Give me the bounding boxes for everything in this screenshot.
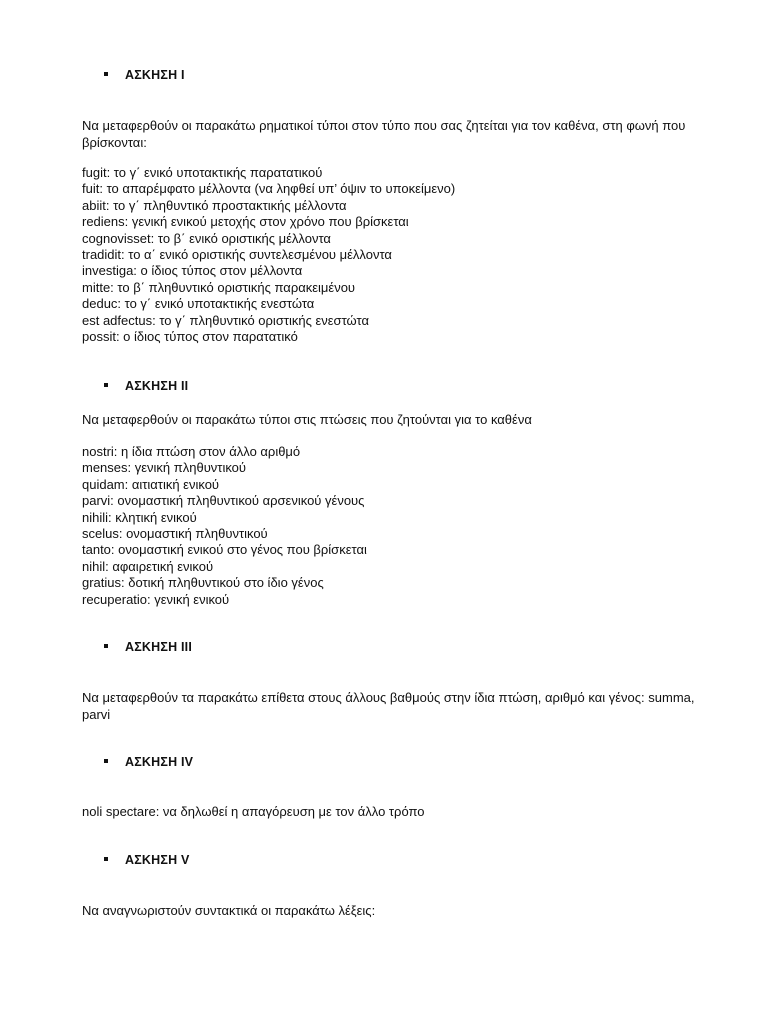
section-3-title: ΑΣΚΗΣΗ ΙΙΙ	[125, 640, 193, 654]
list-item: investiga: ο ίδιος τύπος στον μέλλοντα	[82, 263, 303, 279]
section-2-list	[82, 444, 722, 608]
section-5-heading	[104, 853, 190, 867]
section-2-title: ΑΣΚΗΣΗ ΙΙ	[125, 379, 189, 393]
bullet-icon	[104, 72, 108, 76]
bullet-icon	[104, 759, 108, 763]
section-1-title: ΑΣΚΗΣΗ Ι	[125, 68, 185, 82]
section-4-heading	[104, 755, 193, 769]
bullet-icon	[104, 644, 108, 648]
list-item: parvi: ονομαστική πληθυντικού αρσενικού γένους	[82, 493, 365, 509]
list-item: rediens: γενική ενικού μετοχής στον χρόνο που βρίσκεται	[82, 214, 409, 230]
list-item: est adfectus: το γ΄ πληθυντικό οριστικής ενεστώτα	[82, 312, 369, 328]
list-item: scelus: ονομαστική πληθυντικού	[82, 525, 268, 541]
list-item: possit: ο ίδιος τύπος στον παρατατικό	[82, 328, 298, 344]
list-item: nostri: η ίδια πτώση στον άλλο αριθμό	[82, 444, 301, 459]
list-item: fugit: το γ΄ ενικό υποτακτικής παρατατικού	[82, 165, 323, 180]
list-item: gratius: δοτική πληθυντικού στο ίδιο γένος	[82, 575, 324, 591]
section-1-intro: Να μεταφερθούν οι παρακάτω ρηματικοί τύποι στον τύπο που σας ζητείται για τον καθένα, στη φωνή που βρίσκονται:	[82, 118, 686, 150]
list-item: cognovisset: το β΄ ενικό οριστικής μέλλοντα	[82, 230, 331, 246]
list-item: mitte: το β΄ πληθυντικό οριστικής παρακειμένου	[82, 279, 356, 295]
list-item: fuit: το απαρέμφατο μέλλοντα (να ληφθεί υπ’ όψιν το υποκείμενο)	[82, 181, 456, 197]
section-2-heading	[104, 379, 188, 393]
bullet-icon	[104, 857, 108, 861]
section-1-heading	[104, 68, 185, 82]
list-item: abiit: το γ΄ πληθυντικό προστακτικής μέλλοντα	[82, 197, 347, 213]
list-item: tradidit: το α΄ ενικό οριστικής συντελεσμένου μέλλοντα	[82, 246, 392, 262]
list-item: deduc: το γ΄ ενικό υποτακτικής ενεστώτα	[82, 296, 315, 312]
list-item: recuperatio: γενική ενικού	[82, 591, 230, 607]
section-1-list	[82, 165, 722, 345]
list-item: nihil: αφαιρετική ενικού	[82, 558, 214, 574]
section-4-intro: noli spectare: να δηλωθεί η απαγόρευση με τον άλλο τρόπο	[82, 804, 425, 819]
section-4-title: ΑΣΚΗΣΗ ΙV	[125, 755, 194, 769]
section-3-heading	[104, 640, 192, 654]
list-item: quidam: αιτιατική ενικού	[82, 476, 220, 492]
bullet-icon	[104, 383, 108, 387]
list-item: tanto: ονομαστική ενικού στο γένος που βρίσκεται	[82, 542, 367, 558]
section-3-intro: Να μεταφερθούν τα παρακάτω επίθετα στους άλλους βαθμούς στην ίδια πτώση, αριθμό και γένος: summa, parvi	[82, 690, 695, 722]
list-item: menses: γενική πληθυντικού	[82, 460, 247, 476]
section-5-title: ΑΣΚΗΣΗ V	[125, 853, 190, 867]
section-5-intro: Να αναγνωριστούν συντακτικά οι παρακάτω λέξεις:	[82, 903, 376, 918]
section-2-intro: Να μεταφερθούν οι παρακάτω τύποι στις πτώσεις που ζητούνται για το καθένα	[82, 412, 532, 427]
list-item: nihili: κλητική ενικού	[82, 509, 197, 525]
